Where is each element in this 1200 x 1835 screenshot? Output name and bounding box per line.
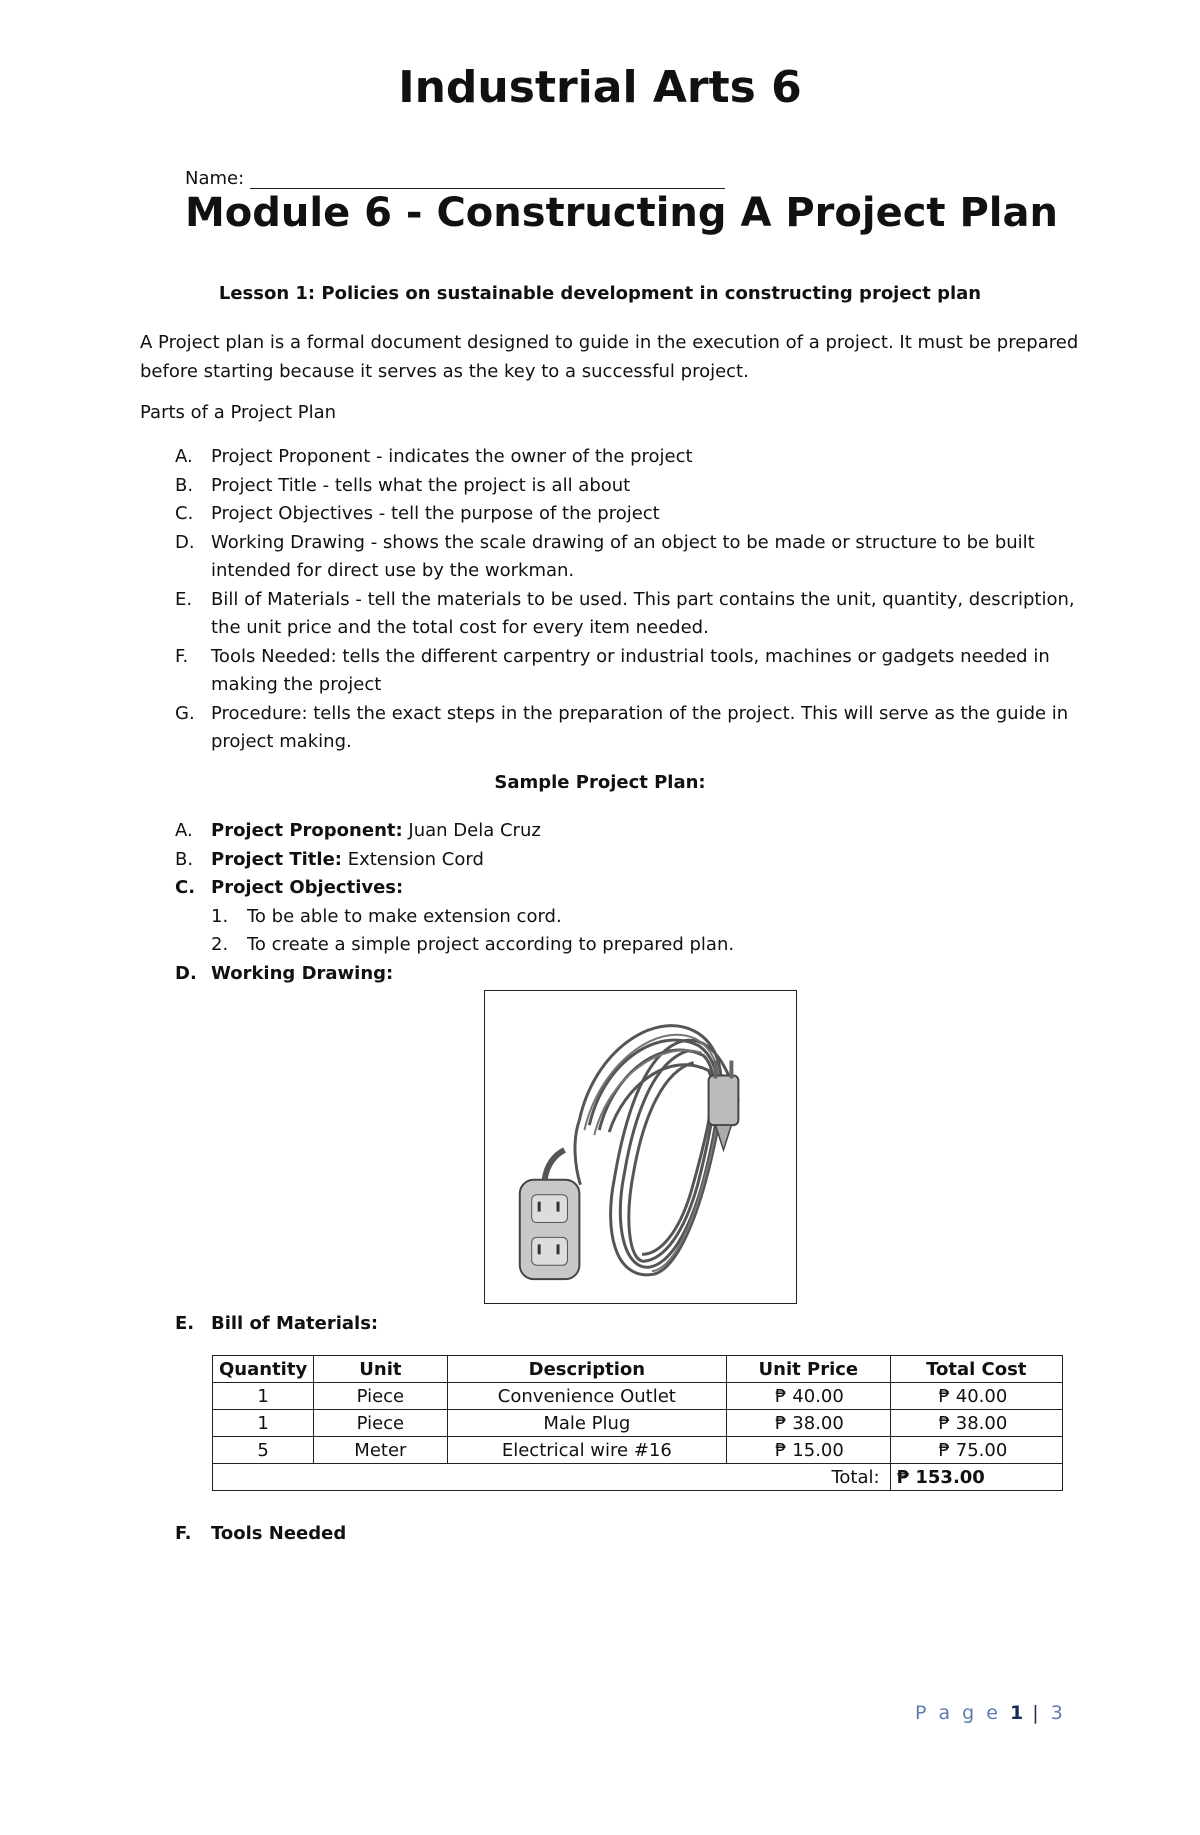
list-item: C. Project Objectives - tell the purpose of the project bbox=[175, 503, 660, 524]
list-item: G. Procedure: tells the exact steps in the preparation of the project. This will serve as the guide in project making. bbox=[175, 702, 1069, 752]
table-cell: Piece bbox=[314, 1410, 447, 1437]
module-title: Module 6 - Constructing A Project Plan bbox=[185, 190, 1058, 236]
sample-proponent: A. Project Proponent: Juan Dela Cruz bbox=[175, 820, 541, 841]
table-cell: 1 bbox=[213, 1383, 314, 1410]
total-label: Total: bbox=[213, 1464, 891, 1491]
intro-paragraph: A Project plan is a formal document designed to guide in the execution of a project. It must be prepared before starting because it serves as the key to a successful project. bbox=[140, 332, 1079, 382]
sample-drawing: D. Working Drawing: bbox=[175, 962, 394, 984]
name-label: Name: bbox=[185, 168, 245, 189]
column-header: Unit Price bbox=[727, 1356, 890, 1383]
objective-item: 2. To create a simple project according to prepared plan. bbox=[211, 934, 735, 955]
list-item: B. Project Title - tells what the project is all about bbox=[175, 474, 631, 496]
column-header: Total Cost bbox=[890, 1356, 1062, 1383]
bill-of-materials-table bbox=[212, 1355, 1063, 1491]
extension-cord-image bbox=[485, 991, 796, 1303]
table-cell: Convenience Outlet bbox=[447, 1383, 727, 1410]
name-blank-line[interactable] bbox=[250, 168, 725, 189]
list-item: D. Working Drawing - shows the scale drawing of an object to be made or structure to be built intended for direct use by the workman. bbox=[175, 531, 1035, 581]
total-pages: 3 bbox=[1050, 1702, 1066, 1724]
table-row bbox=[213, 1383, 1063, 1410]
lesson-title: Lesson 1: Policies on sustainable development in constructing project plan bbox=[218, 283, 982, 304]
list-item: E. Bill of Materials - tell the materials to be used. This part contains the unit, quantity, description, the unit price and the total cost for every item needed. bbox=[175, 588, 1075, 638]
sample-objectives: C. Project Objectives: 1. To be able to make extension cord. 2. To create a simple project according to prepared plan. bbox=[175, 874, 1075, 960]
table-row bbox=[213, 1410, 1063, 1437]
parts-list bbox=[175, 443, 1075, 757]
list-item: F. Tools Needed: tells the different carpentry or industrial tools, machines or gadgets needed in making the project bbox=[175, 645, 1050, 695]
table-row bbox=[213, 1437, 1063, 1464]
sample-title: B. Project Title: Extension Cord bbox=[175, 848, 484, 870]
tools-needed-heading: F. Tools Needed bbox=[175, 1523, 347, 1544]
table-cell: 5 bbox=[213, 1437, 314, 1464]
table-cell: ₱ 40.00 bbox=[890, 1383, 1062, 1410]
total-row bbox=[213, 1464, 1063, 1491]
table-cell: Male Plug bbox=[447, 1410, 727, 1437]
document-title: Industrial Arts 6 bbox=[398, 62, 802, 113]
table-cell: Piece bbox=[314, 1383, 447, 1410]
table-cell: 1 bbox=[213, 1410, 314, 1437]
table-cell: ₱ 15.00 bbox=[727, 1437, 890, 1464]
total-value: ₱ 153.00 bbox=[890, 1464, 1062, 1491]
table-cell: ₱ 75.00 bbox=[890, 1437, 1062, 1464]
name-field-row bbox=[185, 168, 725, 189]
table-header-row bbox=[213, 1356, 1063, 1383]
page-footer: P a g e 1 | 3 bbox=[915, 1702, 1066, 1724]
table-cell: ₱ 40.00 bbox=[727, 1383, 890, 1410]
sample-plan-list bbox=[175, 817, 1075, 988]
table-cell: ₱ 38.00 bbox=[727, 1410, 890, 1437]
bill-of-materials-heading: E. Bill of Materials: bbox=[175, 1313, 379, 1334]
current-page-number: 1 bbox=[1010, 1702, 1024, 1724]
parts-heading: Parts of a Project Plan bbox=[140, 402, 337, 423]
table-cell: Meter bbox=[314, 1437, 447, 1464]
sample-heading: Sample Project Plan: bbox=[494, 772, 706, 793]
table-cell: ₱ 38.00 bbox=[890, 1410, 1062, 1437]
column-header: Description bbox=[447, 1356, 727, 1383]
list-item: A. Project Proponent - indicates the owner of the project bbox=[175, 446, 693, 467]
table-cell: Electrical wire #16 bbox=[447, 1437, 727, 1464]
extension-cord-drawing bbox=[484, 990, 797, 1304]
column-header: Quantity bbox=[213, 1356, 314, 1383]
objective-item: 1. To be able to make extension cord. bbox=[211, 905, 562, 927]
column-header: Unit bbox=[314, 1356, 447, 1383]
